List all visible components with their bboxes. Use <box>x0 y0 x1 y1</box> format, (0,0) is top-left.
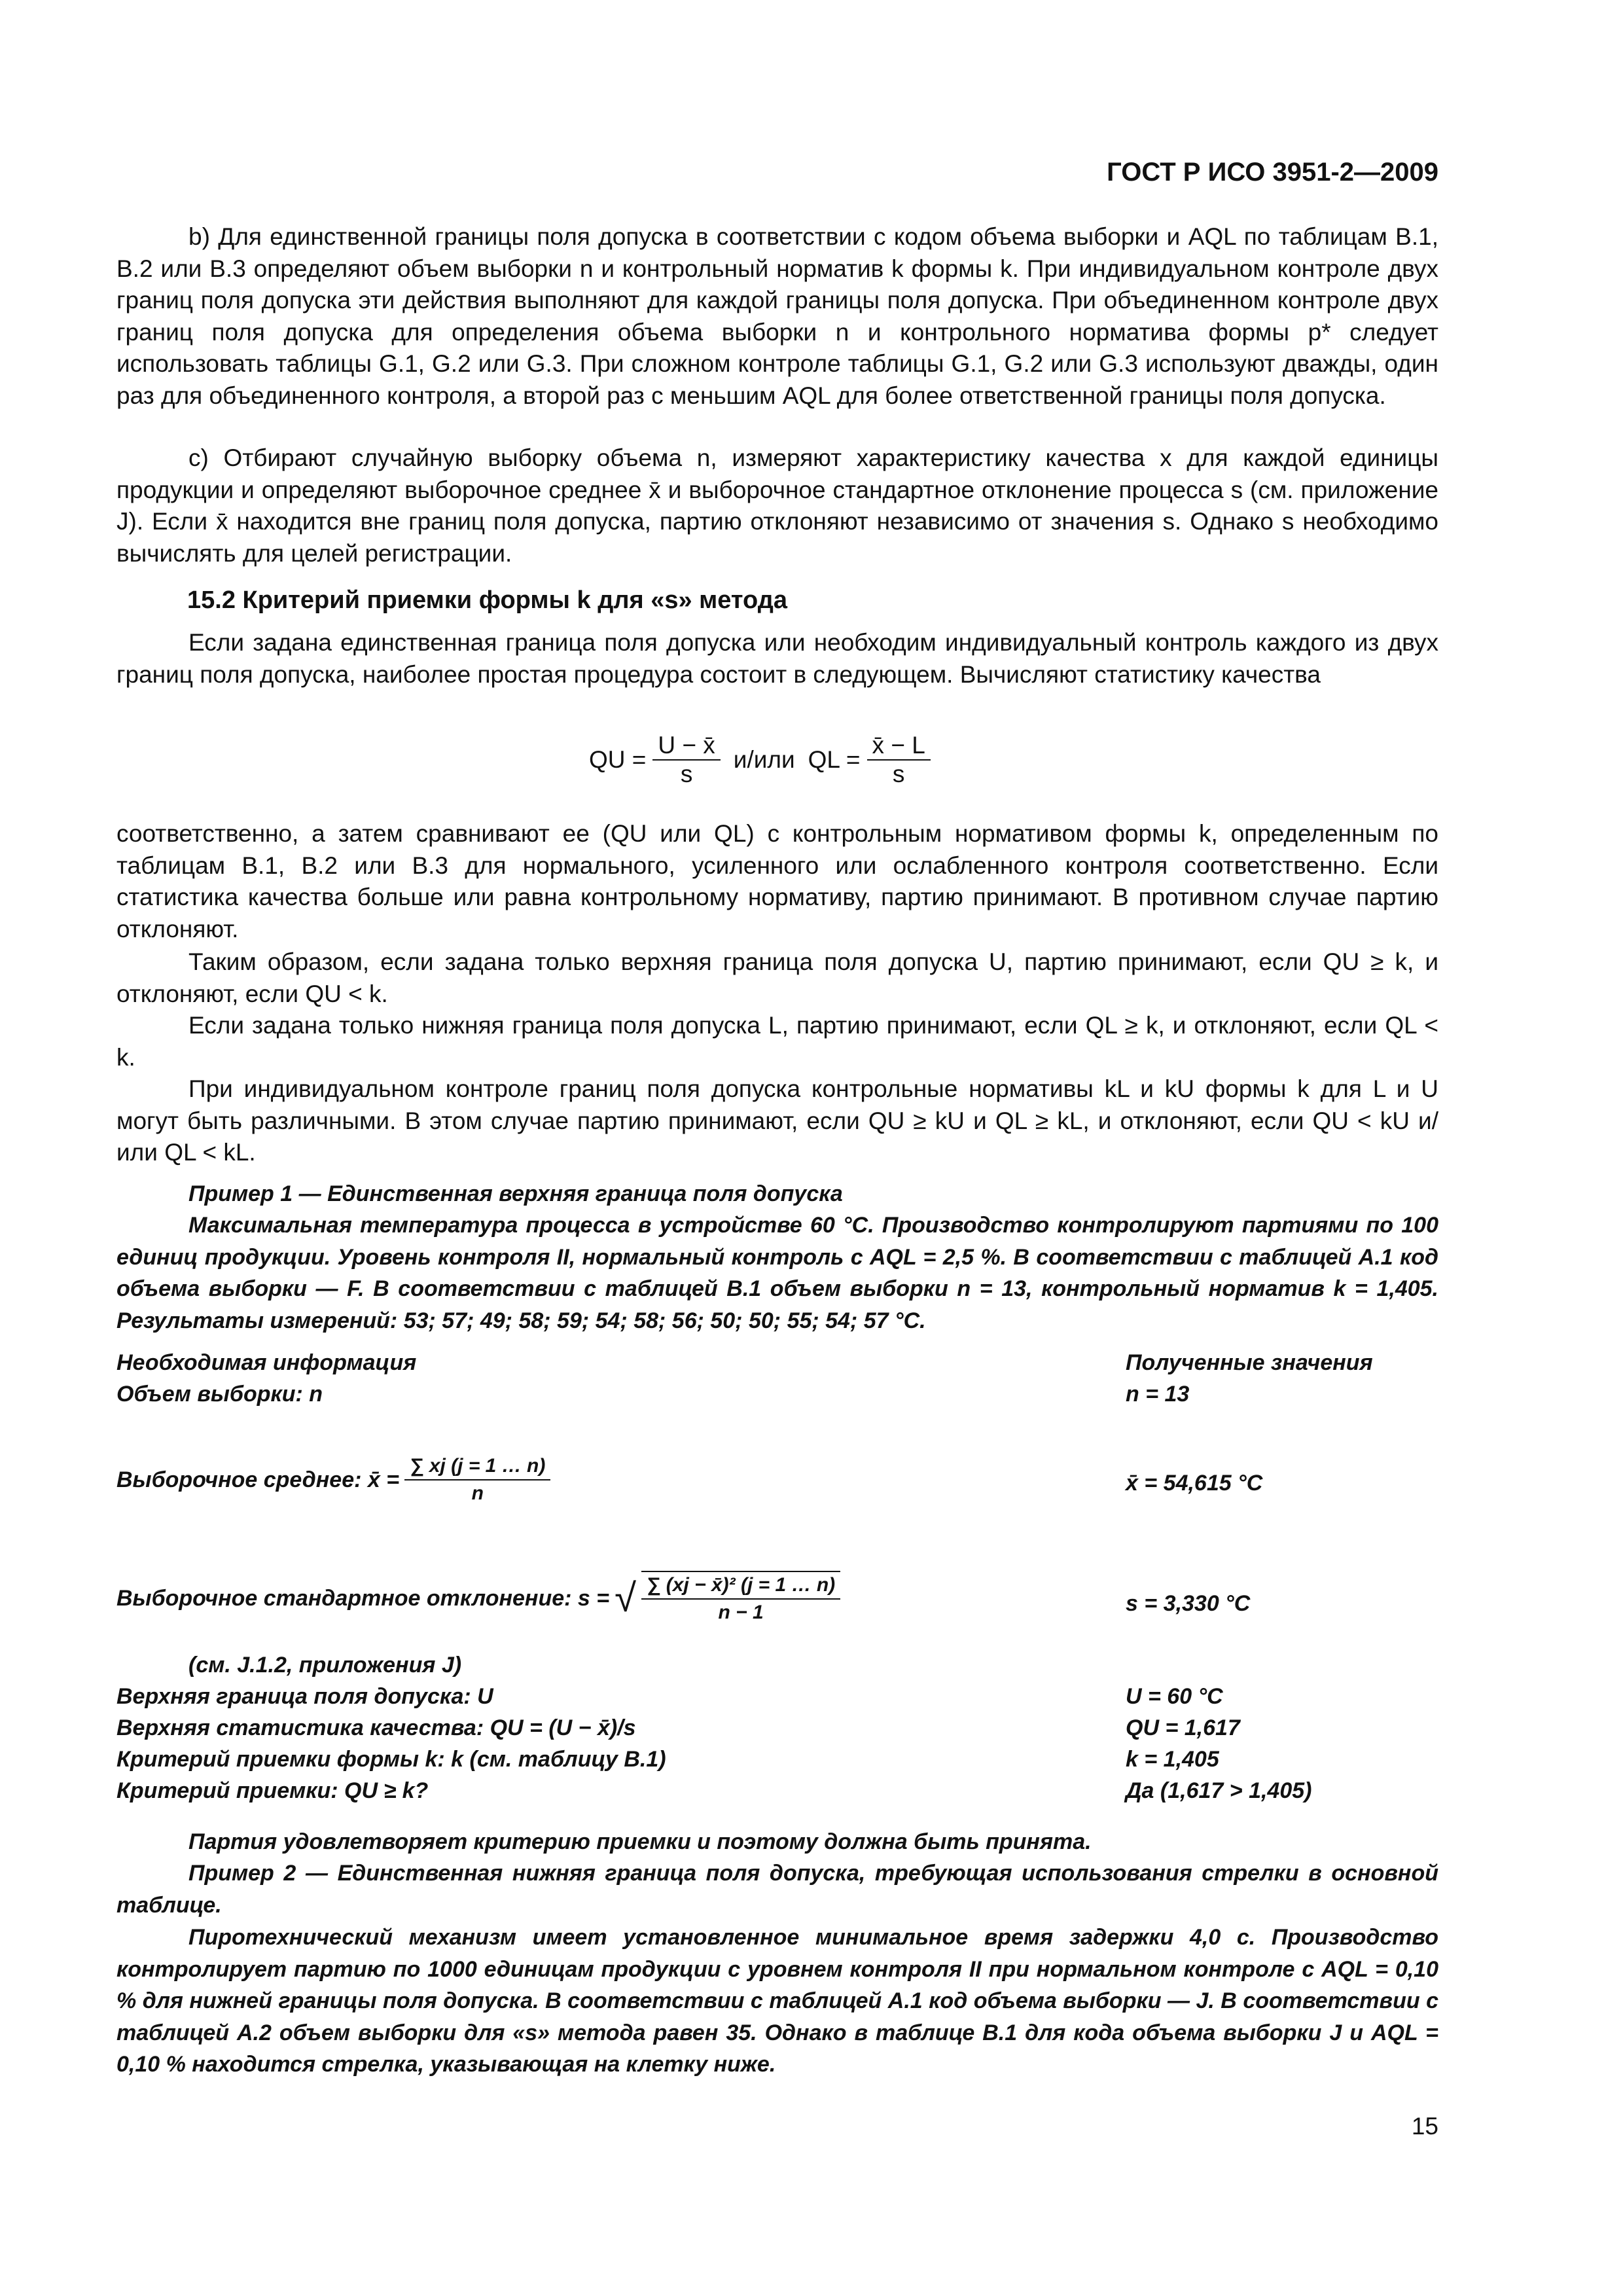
row-criterion-value: k = 1,405 <box>1126 1747 1219 1772</box>
paragraph-after-formula: соответственно, а затем сравнивают ее (QU или QL) с контрольным нормативом формы k, определенным по таблицам B.1, B.2 или B.3 для нормального, усиленного или ослабленного контроля соответственно. Если статистика качества больше или равна контрольному нормативу, партию принимают. В противном случае партию отклоняют. <box>116 820 1438 942</box>
example1-title: Пример 1 — Единственная верхняя граница поля допуска <box>188 1181 843 1206</box>
std-dev-numerator: ∑ (xj − x̄)² (j = 1 … n) <box>641 1572 840 1600</box>
row-acceptance-value: Да (1,617 > 1,405) <box>1126 1778 1312 1803</box>
row-upper-limit-label: Верхняя граница поля допуска: U <box>116 1684 493 1709</box>
paragraph-b: b) Для единственной границы поля допуска в соответствии с кодом объема выборки и AQL по таблицам B.1, B.2 или B.3 определяют объем выборки n и контрольный норматив k формы k. При индивидуальном контроле двух границ поля допуска эти действия выполняют для каждой границы поля допуска. При объединенном контроле двух границ поля допуска для определения объема выборки n и контрольного норматива формы p* следует использовать таблицы G.1, G.2 или G.3. При сложном контроле таблицы G.1, G.2 или G.3 используют дважды, один раз для объединенного контроля, а второй раз с меньшим AQL для более ответственной границы поля допуска. <box>116 223 1438 409</box>
example1-body: Максимальная температура процесса в устройстве 60 °C. Производство контролируют партиями по 100 единиц продукции. Уровень контроля II, нормальный контроль с AQL = 2,5 %. В соответствии с таблицей А.1 код объема выборки — F. В соответствии с таблицей B.1 объем выборки n = 13, контрольный норматив k = 1,405. Результаты измерений: 53; 57; 49; 58; 59; 54; 58; 56; 50; 50; 55; 54; 57 °C. <box>116 1213 1438 1333</box>
row-sample-size-label: Объем выборки: n <box>116 1382 323 1407</box>
qu-denominator: s <box>680 761 693 787</box>
qu-lhs: QU = <box>589 746 647 773</box>
row-sample-mean-label: Выборочное среднее: x̄ = <box>116 1467 400 1492</box>
ql-fraction <box>867 732 931 788</box>
ql-denominator: s <box>892 761 905 787</box>
row-upper-stat-value: QU = 1,617 <box>1126 1715 1240 1740</box>
example2-body: Пиротехнический механизм имеет установленное минимальное время задержки 4,0 с. Производство контролирует партию по 1000 единицам продукции с уровнем контроля II при нормальном контроле с AQL = 0,10 % для нижней границы поля допуска. В соответствии с таблицей А.1 код объема выборки — J. В соответствии с таблицей А.2 объем выборки для «s» метода равен 35. Однако в таблице B.1 для кода объема выборки J и AQL = 0,10 % находится стрелка, указывающая на клетку ниже. <box>116 1925 1438 2077</box>
row-acceptance-label: Критерий приемки: QU ≥ k? <box>116 1778 429 1803</box>
section-heading: 15.2 Критерий приемки формы k для «s» метода <box>187 586 787 614</box>
std-dev-fraction <box>641 1571 840 1626</box>
sample-mean-denominator: n <box>471 1482 484 1504</box>
table-head-right: Полученные значения <box>1126 1350 1373 1375</box>
row-criterion-label: Критерий приемки формы k: k (см. таблицу B.1) <box>116 1747 666 1772</box>
sample-mean-fraction <box>404 1453 550 1507</box>
table-head-left: Необходимая информация <box>116 1350 417 1375</box>
paragraph-intro: Если задана единственная граница поля допуска или необходим индивидуальный контроль каждого из двух границ поля допуска, наиболее простая процедура состоит в следующем. Вычисляют статистику качества <box>116 629 1438 688</box>
document-header: ГОСТ Р ИСО 3951-2—2009 <box>1107 158 1438 187</box>
std-dev-denominator: n − 1 <box>718 1602 764 1623</box>
quality-statistic-formula <box>589 732 931 788</box>
formula-joiner: и/или <box>733 746 795 773</box>
paragraph-c: c) Отбирают случайную выборку объема n, измеряют характеристику качества x для каждой единицы продукции и определяют выборочное среднее x̄ и выборочное стандартное отклонение процесса s (см. приложение J). Если x̄ находится вне границ поля допуска, партию отклоняют независимо от значения s. Однако s необходимо вычислять для целей регистрации. <box>116 444 1438 567</box>
paragraph-upper-limit: Таким образом, если задана только верхняя граница поля допуска U, партию принимают, если QU ≥ k, и отклоняют, если QU < k. <box>116 948 1438 1007</box>
paragraph-individual: При индивидуальном контроле границ поля допуска контрольные нормативы kL и kU формы k для L и U могут быть различными. В этом случае партию принимают, если QU ≥ kU и QL ≥ kL, и отклоняют, если QU < kU и/или QL < kL. <box>116 1075 1438 1166</box>
sample-mean-numerator: ∑ xj (j = 1 … n) <box>404 1453 550 1480</box>
row-sample-mean <box>116 1453 550 1507</box>
example2-title: Пример 2 — Единственная нижняя граница поля допуска, требующая использования стрелки в основной таблице. <box>116 1861 1438 1918</box>
row-std-dev-value: s = 3,330 °C <box>1126 1591 1251 1616</box>
row-sample-size-value: n = 13 <box>1126 1382 1190 1407</box>
conclusion: Партия удовлетворяет критерию приемки и поэтому должна быть принята. <box>188 1829 1092 1854</box>
sqrt-sign-icon: √ <box>615 1576 637 1620</box>
paragraph-lower-limit: Если задана только нижняя граница поля допуска L, партию принимают, если QL ≥ k, и отклоняют, если QL < k. <box>116 1012 1438 1071</box>
ql-numerator: x̄ − L <box>867 732 931 761</box>
row-std-dev-label: Выборочное стандартное отклонение: s = <box>116 1586 610 1611</box>
row-std-dev <box>116 1571 840 1626</box>
row-upper-stat-label: Верхняя статистика качества: QU = (U − x̄)/s <box>116 1715 636 1740</box>
page-number: 15 <box>1411 2113 1438 2140</box>
row-sample-mean-value: x̄ = 54,615 °C <box>1126 1471 1263 1496</box>
row-upper-limit-value: U = 60 °C <box>1126 1684 1223 1709</box>
qu-fraction <box>652 732 720 788</box>
ql-lhs: QL = <box>808 746 861 773</box>
qu-numerator: U − x̄ <box>652 732 720 761</box>
row-see-appendix: (см. J.1.2, приложения J) <box>188 1653 462 1677</box>
